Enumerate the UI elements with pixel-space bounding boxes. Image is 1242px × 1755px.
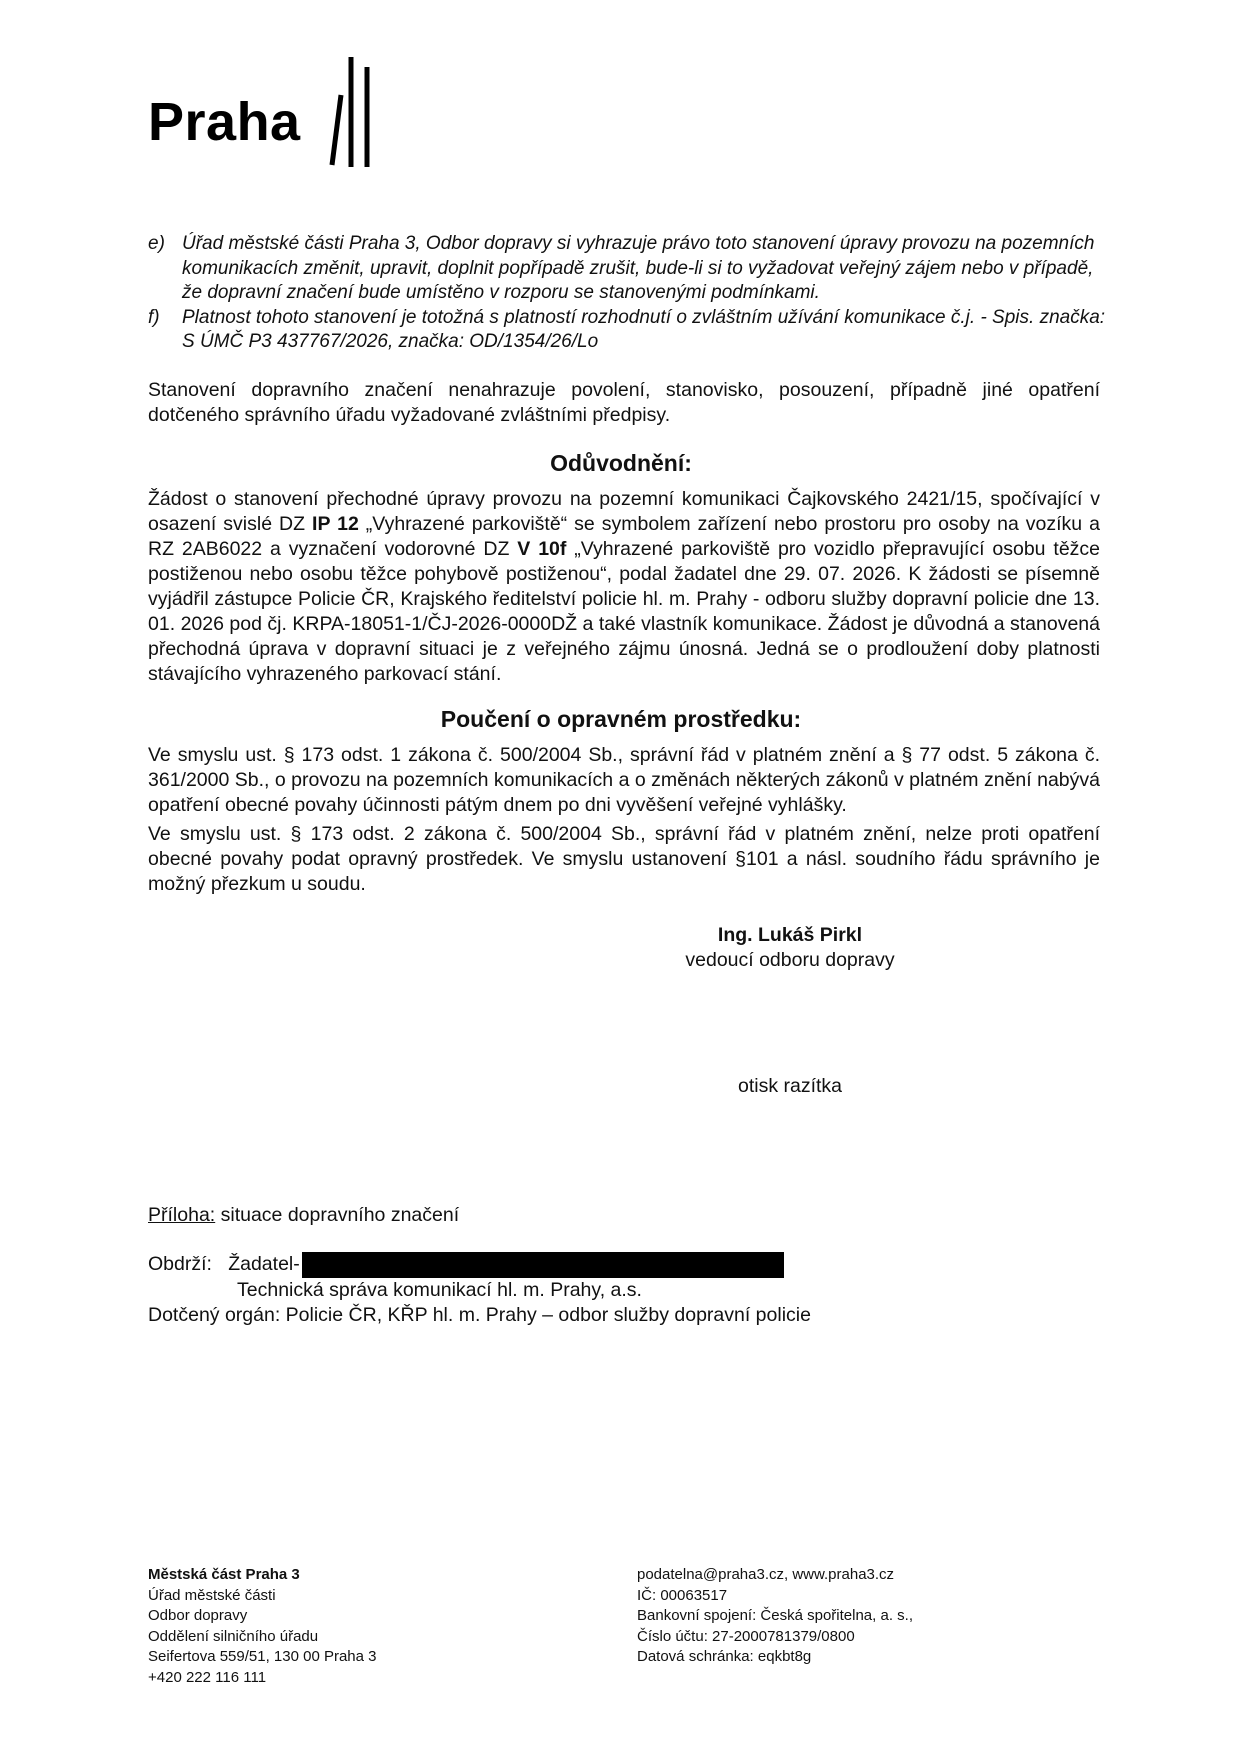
authority-text: Policie ČR, KŘP hl. m. Prahy – odbor služby dopravní policie [280, 1304, 811, 1326]
condition-item [148, 232, 1108, 306]
condition-text: Platnost tohoto stanovení je totožná s platností rozhodnutí o zvláštním užívání komunikace č.j. - Spis. značka: S ÚMČ P3 437767/2026, značka: OD/1354/26/Lo [182, 306, 1106, 352]
condition-text: Úřad městské části Praha 3, Odbor dopravy si vyhrazuje právo toto stanovení úpravy provozu na pozemních komunikacích změnit, upravit, doplnit popřípadě zrušit, bude-li si to vyžadovat veřejný zájem nebo v případě, že dopravní značení bude umístěno v rozporu se stanovenými podmínkami. [182, 233, 1095, 303]
condition-label: e) [148, 233, 165, 254]
justification-text: Žádost o stanovení přechodné úpravy provozu na pozemní komunikaci Čajkovského 2421/15, spočívající v osazení svislé DZ [148, 488, 1100, 535]
recipients-label: Obdrží: [148, 1253, 212, 1276]
signatory-name: Ing. Lukáš Pirkl [717, 924, 863, 946]
signatory-title: vedoucí odboru dopravy [685, 949, 895, 971]
attachment-label: Příloha: [148, 1204, 216, 1226]
sign-code: IP 12 [312, 513, 359, 535]
justification-heading: Odůvodnění: [550, 450, 692, 476]
footer-line: IČ: 00063517 [637, 1586, 728, 1604]
footer-line: Bankovní spojení: Česká spořitelna, a. s., [637, 1607, 913, 1624]
remedy-heading: Poučení o opravném prostředku: [440, 706, 802, 732]
sign-code: V 10f [517, 538, 567, 560]
recipients-line [148, 1252, 784, 1278]
justification-paragraph [148, 487, 1100, 687]
footer-line: Oddělení silničního úřadu [148, 1627, 319, 1645]
footer-line: Odbor dopravy [148, 1607, 248, 1624]
condition-label: f) [148, 306, 160, 328]
notice-paragraph: Stanovení dopravního značení nenahrazuje povolení, stanovisko, posouzení, případně jiné opatření dotčeného správního úřadu vyžadované zvláštními předpisy. [148, 379, 1100, 426]
authority-label: Dotčený orgán: [148, 1304, 281, 1326]
footer-line: podatelna@praha3.cz, www.praha3.cz [637, 1566, 895, 1583]
justification-text: „Vyhrazené parkoviště pro vozidlo přepravující osobu těžce postiženou nebo osobu těžce pohybově postiženou“, podal žadatel dne 29. 07. 2026. K žádosti se písemně vyjádřil zástupce Policie ČR, Krajského ředitelství policie hl. m. Prahy - odboru služby dopravní policie dne 13. 01. 2026 pod čj. KRPA-18051-1/ČJ-2026-0000DŽ a také vlastník komunikace. Žádost je důvodná a stanovená přechodná úprava v dopravní situaci je z veřejného zájmu únosná. Jedná se o prodloužení doby platnosti stávajícího vyhrazeného parkovací stání. [148, 538, 1101, 685]
logo-mark-icon [316, 55, 376, 175]
stamp-placeholder: otisk razítka [737, 1075, 843, 1097]
footer-line: +420 222 116 111 [148, 1668, 267, 1686]
redaction-bar [302, 1252, 784, 1278]
footer-line: Číslo účtu: 27-2000781379/0800 [637, 1627, 855, 1645]
footer-address [148, 1565, 377, 1688]
condition-item [148, 306, 1108, 355]
attachment-line [148, 1203, 459, 1228]
footer-contacts [637, 1565, 913, 1668]
logo-text: Praha [148, 92, 301, 152]
footer-line: Úřad městské části [148, 1586, 276, 1604]
conditions-list [148, 232, 1108, 355]
remedy-paragraph: Ve smyslu ust. § 173 odst. 1 zákona č. 500/2004 Sb., správní řád v platném znění a § 77 odst. 5 zákona č. 361/2000 Sb., o provozu na pozemních komunikacích a o změnách některých zákonů v platném znění nabývá opatření obecné povahy účinnosti pátým dnem po dni vyvěšení veřejné vyhlášky. [148, 744, 1100, 816]
footer-line: Seifertova 559/51, 130 00 Praha 3 [148, 1648, 377, 1665]
recipient-second: Technická správa komunikací hl. m. Prahy, a.s. [237, 1279, 642, 1301]
signature-block [600, 923, 980, 973]
recipient-applicant: Žadatel- [228, 1253, 300, 1276]
footer-line: Datová schránka: eqkbt8g [637, 1648, 812, 1665]
remedy-paragraph: Ve smyslu ust. § 173 odst. 2 zákona č. 500/2004 Sb., správní řád v platném znění, nelze proti opatření obecné povahy podat opravný prostředek. Ve smyslu ustanovení §101 a násl. soudního řádu správního je možný přezkum u soudu. [148, 823, 1100, 895]
footer-line: Městská část Praha 3 [148, 1566, 300, 1583]
authority-line [148, 1303, 811, 1328]
attachment-text: situace dopravního značení [215, 1204, 460, 1226]
justification-text: „Vyhrazené parkoviště“ se symbolem zařízení nebo prostoru pro osoby na vozíku a RZ 2AB6022 a vyznačení vodorovné DZ [148, 513, 1100, 560]
